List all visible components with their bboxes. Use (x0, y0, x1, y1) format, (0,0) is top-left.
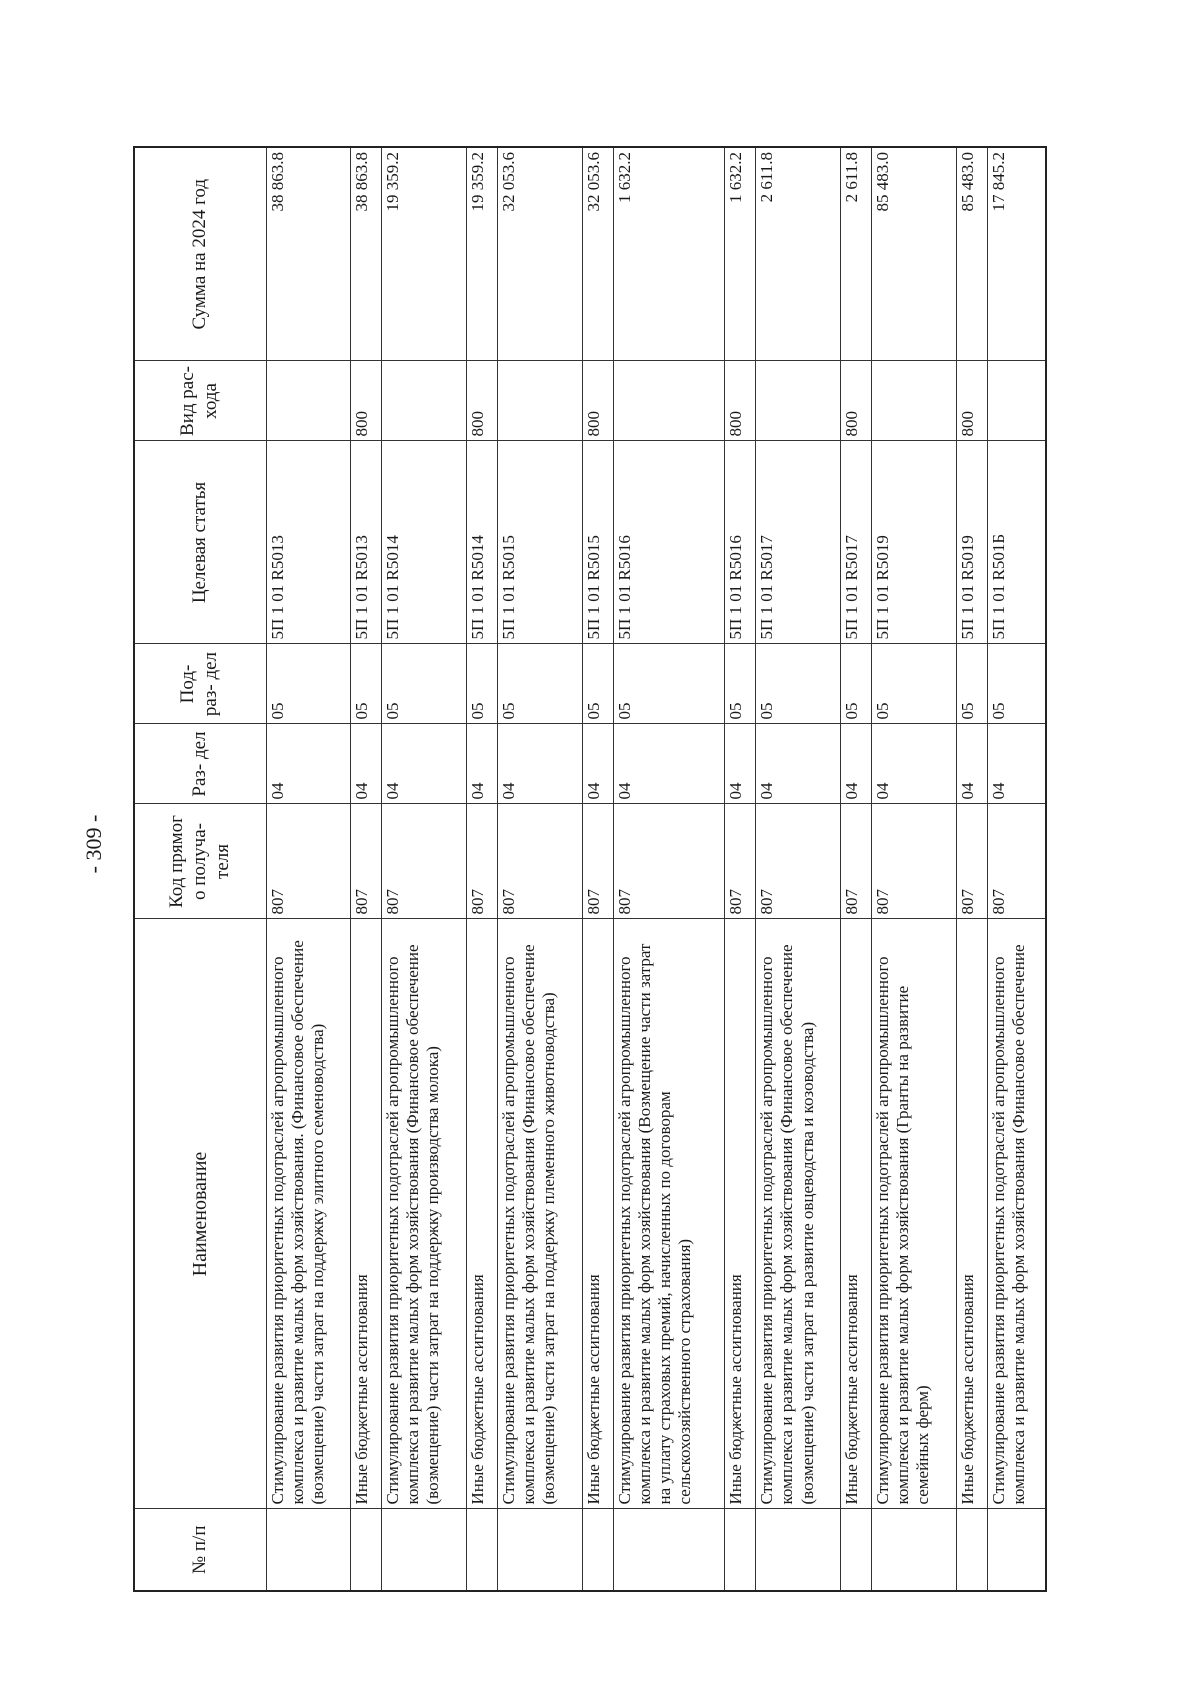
table-row (582, 147, 613, 1591)
cell-celevaya: 5П 1 01 R5013 (351, 441, 382, 644)
table-row (266, 147, 351, 1591)
header-kod: Код прямог о получа- теля (134, 804, 266, 919)
table-header-row (134, 147, 266, 1591)
cell-summa: 1 632.2 (613, 147, 725, 361)
cell-razdel: 04 (613, 724, 725, 804)
cell-celevaya: 5П 1 01 R5013 (266, 441, 351, 644)
cell-kod: 807 (582, 804, 613, 919)
cell-summa: 2 611.8 (841, 147, 872, 361)
cell-name: Стимулирование развития приоритетных подотраслей агропромышленного комплекса и развитие малых форм хозяйствования (Финансовое обеспечение (987, 919, 1046, 1509)
cell-vid: 800 (467, 361, 498, 441)
header-celevaya: Целевая статья (134, 441, 266, 644)
cell-name: Иные бюджетные ассигнования (467, 919, 498, 1509)
cell-name: Стимулирование развития приоритетных подотраслей агропромышленного комплекса и развитие малых форм хозяйствования (Финансовое обеспечение (возмещение) части затрат на развитие овцеводства и козоводства) (756, 919, 841, 1509)
cell-num (582, 1509, 613, 1591)
cell-num (266, 1509, 351, 1591)
cell-celevaya: 5П 1 01 R5019 (956, 441, 987, 644)
cell-razdel: 04 (498, 724, 583, 804)
cell-razdel: 04 (351, 724, 382, 804)
table-row (613, 147, 725, 1591)
cell-num (351, 1509, 382, 1591)
cell-summa: 1 632.2 (725, 147, 756, 361)
header-podrazdel: Под- раз- дел (134, 644, 266, 724)
cell-vid (498, 361, 583, 441)
cell-celevaya: 5П 1 01 R5014 (467, 441, 498, 644)
cell-celevaya: 5П 1 01 R5015 (582, 441, 613, 644)
cell-podrazdel: 05 (841, 644, 872, 724)
header-num: № п/п (134, 1509, 266, 1591)
cell-summa: 85 483.0 (956, 147, 987, 361)
cell-vid (382, 361, 467, 441)
cell-podrazdel: 05 (382, 644, 467, 724)
cell-celevaya: 5П 1 01 R5016 (613, 441, 725, 644)
cell-podrazdel: 05 (756, 644, 841, 724)
cell-summa: 19 359.2 (382, 147, 467, 361)
cell-celevaya: 5П 1 01 R5015 (498, 441, 583, 644)
cell-num (498, 1509, 583, 1591)
cell-kod: 807 (987, 804, 1046, 919)
cell-kod: 807 (351, 804, 382, 919)
cell-vid (613, 361, 725, 441)
cell-summa: 2 611.8 (756, 147, 841, 361)
cell-kod: 807 (725, 804, 756, 919)
cell-summa: 17 845.2 (987, 147, 1046, 361)
cell-kod: 807 (756, 804, 841, 919)
table-row (841, 147, 872, 1591)
cell-podrazdel: 05 (266, 644, 351, 724)
cell-num (987, 1509, 1046, 1591)
cell-name: Иные бюджетные ассигнования (841, 919, 872, 1509)
cell-podrazdel: 05 (351, 644, 382, 724)
cell-vid: 800 (956, 361, 987, 441)
cell-razdel: 04 (756, 724, 841, 804)
cell-podrazdel: 05 (498, 644, 583, 724)
table-row (872, 147, 957, 1591)
cell-name: Стимулирование развития приоритетных подотраслей агропромышленного комплекса и развитие малых форм хозяйствования (Финансовое обеспечение (возмещение) части затрат на поддержку производства молока) (382, 919, 467, 1509)
cell-num (756, 1509, 841, 1591)
cell-num (382, 1509, 467, 1591)
header-razdel: Раз- дел (134, 724, 266, 804)
cell-vid (987, 361, 1046, 441)
cell-podrazdel: 05 (987, 644, 1046, 724)
table-row (382, 147, 467, 1591)
cell-summa: 85 483.0 (872, 147, 957, 361)
cell-vid (756, 361, 841, 441)
cell-vid: 800 (351, 361, 382, 441)
cell-summa: 32 053.6 (498, 147, 583, 361)
cell-kod: 807 (613, 804, 725, 919)
cell-vid: 800 (841, 361, 872, 441)
table-body (266, 147, 1046, 1591)
cell-celevaya: 5П 1 01 R5017 (756, 441, 841, 644)
cell-razdel: 04 (987, 724, 1046, 804)
cell-num (467, 1509, 498, 1591)
cell-summa: 38 863.8 (351, 147, 382, 361)
cell-kod: 807 (872, 804, 957, 919)
cell-razdel: 04 (582, 724, 613, 804)
cell-razdel: 04 (725, 724, 756, 804)
cell-kod: 807 (498, 804, 583, 919)
cell-vid: 800 (725, 361, 756, 441)
cell-kod: 807 (266, 804, 351, 919)
budget-table (133, 146, 1047, 1592)
cell-name: Стимулирование развития приоритетных подотраслей агропромышленного комплекса и развитие малых форм хозяйствования (Гранты на развитие семейных ферм) (872, 919, 957, 1509)
cell-num (841, 1509, 872, 1591)
header-vid: Вид рас- хода (134, 361, 266, 441)
cell-kod: 807 (956, 804, 987, 919)
cell-num (613, 1509, 725, 1591)
cell-num (872, 1509, 957, 1591)
cell-name: Иные бюджетные ассигнования (351, 919, 382, 1509)
cell-celevaya: 5П 1 01 R5014 (382, 441, 467, 644)
cell-vid (266, 361, 351, 441)
cell-razdel: 04 (382, 724, 467, 804)
table-row (987, 147, 1046, 1591)
cell-podrazdel: 05 (725, 644, 756, 724)
cell-name: Стимулирование развития приоритетных подотраслей агропромышленного комплекса и развитие малых форм хозяйствования (Возмещение части затрат на уплату страховых премий, начисленных по договорам сельскохозяйственного страхования) (613, 919, 725, 1509)
table-row (756, 147, 841, 1591)
cell-num (725, 1509, 756, 1591)
cell-vid: 800 (582, 361, 613, 441)
cell-podrazdel: 05 (872, 644, 957, 724)
cell-podrazdel: 05 (582, 644, 613, 724)
cell-summa: 32 053.6 (582, 147, 613, 361)
cell-name: Иные бюджетные ассигнования (582, 919, 613, 1509)
table-row (351, 147, 382, 1591)
table-row (725, 147, 756, 1591)
cell-razdel: 04 (266, 724, 351, 804)
header-name: Наименование (134, 919, 266, 1509)
cell-celevaya: 5П 1 01 R501Б (987, 441, 1046, 644)
cell-podrazdel: 05 (613, 644, 725, 724)
cell-razdel: 04 (956, 724, 987, 804)
cell-kod: 807 (841, 804, 872, 919)
cell-name: Иные бюджетные ассигнования (956, 919, 987, 1509)
cell-razdel: 04 (872, 724, 957, 804)
cell-name: Иные бюджетные ассигнования (725, 919, 756, 1509)
cell-celevaya: 5П 1 01 R5017 (841, 441, 872, 644)
cell-summa: 19 359.2 (467, 147, 498, 361)
cell-summa: 38 863.8 (266, 147, 351, 361)
cell-kod: 807 (467, 804, 498, 919)
cell-kod: 807 (382, 804, 467, 919)
cell-name: Стимулирование развития приоритетных подотраслей агропромышленного комплекса и развитие малых форм хозяйствования. (Финансовое обеспечение (возмещение) части затрат на поддержку элитного семеноводства) (266, 919, 351, 1509)
cell-razdel: 04 (841, 724, 872, 804)
budget-sheet (133, 148, 1047, 1592)
cell-vid (872, 361, 957, 441)
cell-name: Стимулирование развития приоритетных подотраслей агропромышленного комплекса и развитие малых форм хозяйствования (Финансовое обеспечение (возмещение) части затрат на поддержку племенного животноводства) (498, 919, 583, 1509)
cell-num (956, 1509, 987, 1591)
table-row (467, 147, 498, 1591)
cell-celevaya: 5П 1 01 R5019 (872, 441, 957, 644)
page-number: - 309 - (81, 814, 106, 874)
header-summa: Сумма на 2024 год (134, 147, 266, 361)
cell-razdel: 04 (467, 724, 498, 804)
table-row (956, 147, 987, 1591)
cell-podrazdel: 05 (467, 644, 498, 724)
cell-celevaya: 5П 1 01 R5016 (725, 441, 756, 644)
cell-podrazdel: 05 (956, 644, 987, 724)
table-row (498, 147, 583, 1591)
